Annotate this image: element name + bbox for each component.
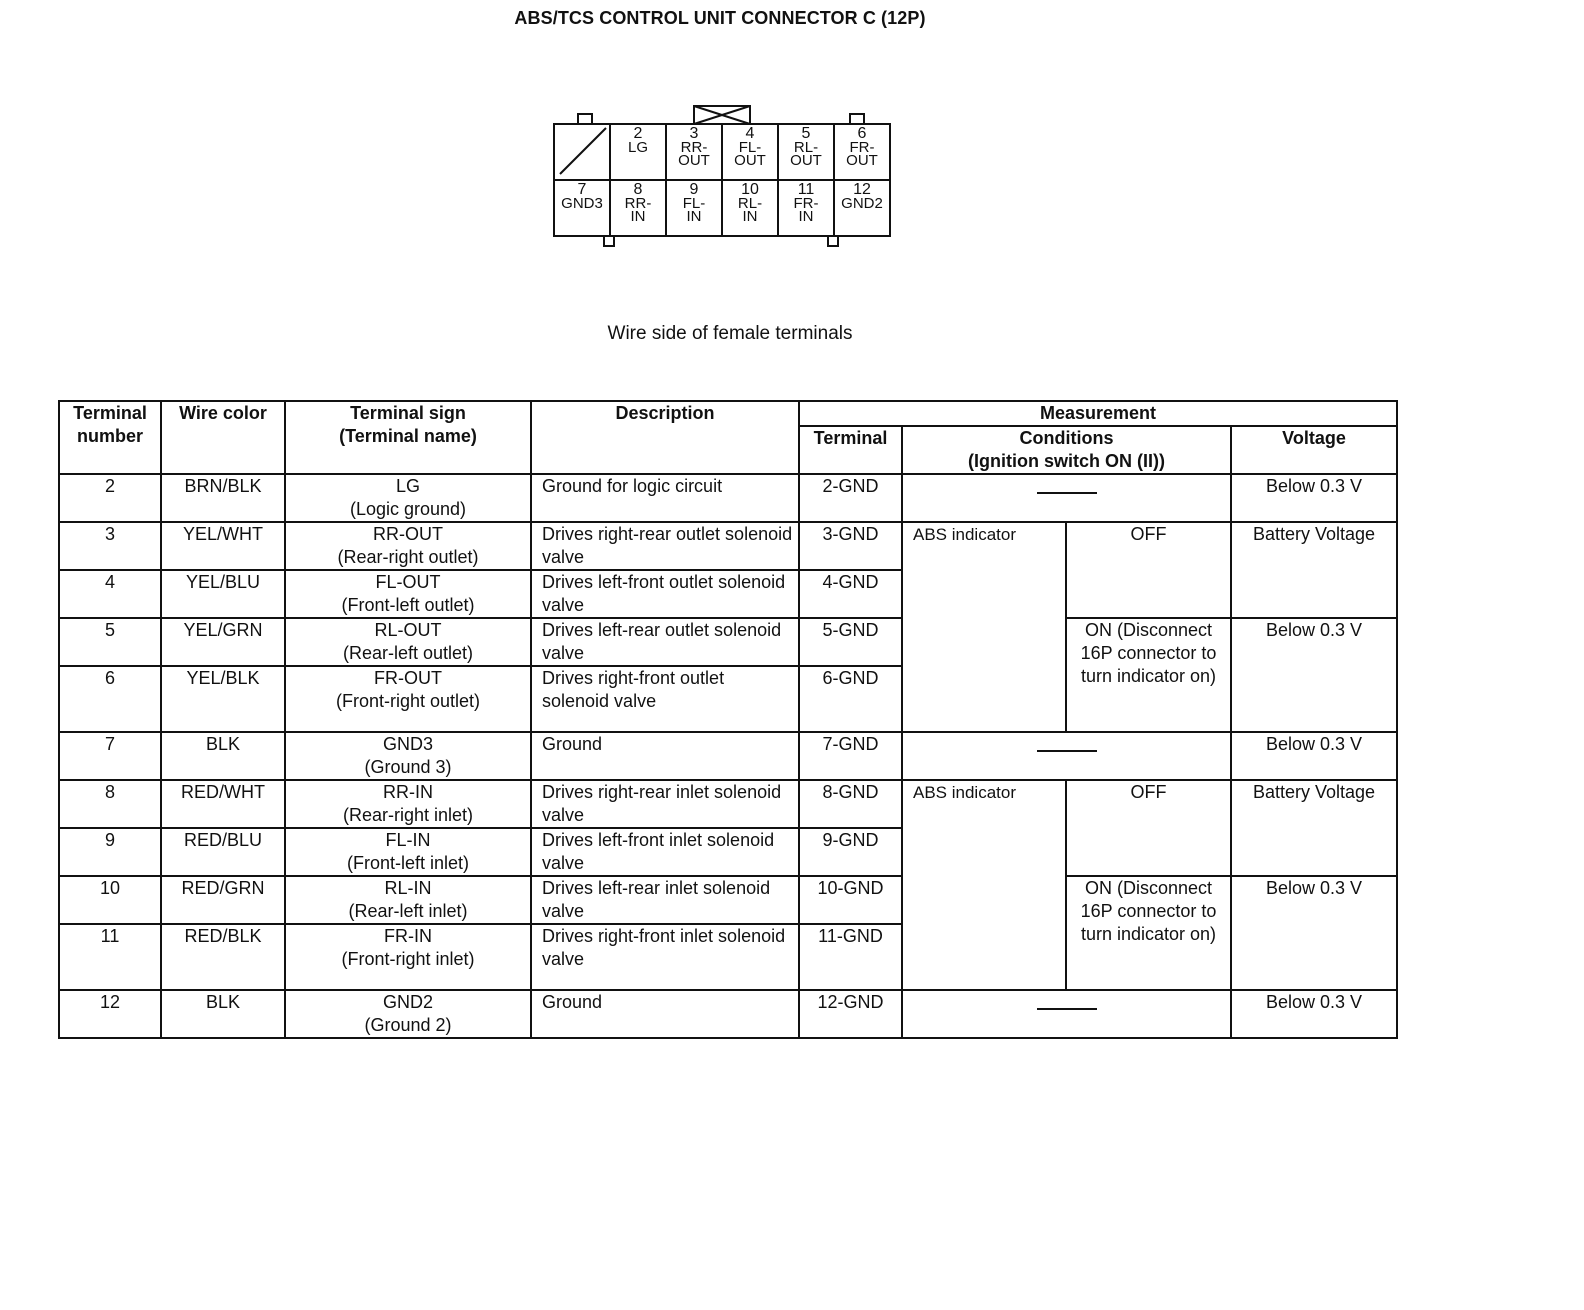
pin-number: 6 (857, 125, 867, 142)
connector-diagram (548, 100, 908, 255)
dash-mark (1037, 1008, 1097, 1010)
pin-number: 3 (689, 125, 699, 142)
description-cell: Drives left-rear inlet solenoid valve (531, 876, 799, 924)
terminal-sign-cell (285, 474, 531, 522)
measurement-terminal-cell: 4-GND (799, 570, 902, 618)
pin-number: 2 (633, 125, 643, 142)
wire-color-cell: RED/WHT (161, 780, 285, 828)
table-row (59, 474, 1397, 522)
pin-sign: FL- IN (682, 195, 706, 225)
pin-sign: RR- IN (624, 195, 652, 225)
dash-mark (1037, 492, 1097, 494)
pin-number: 5 (801, 125, 811, 142)
abs-indicator-cell: ABS indicator (902, 780, 1066, 990)
terminal-sign: RL-OUT (374, 620, 442, 640)
indicator-off-cell: OFF (1066, 780, 1231, 876)
conditions-not-applicable (902, 732, 1231, 780)
measurement-terminal-cell: 2-GND (799, 474, 902, 522)
header-wire-color: Wire color (161, 401, 285, 474)
header-terminal-sign (285, 401, 531, 474)
header-measurement: Measurement (799, 401, 1397, 426)
wire-color-cell: YEL/BLU (161, 570, 285, 618)
terminal-number-cell: 9 (59, 828, 161, 876)
pin-sign: RL- OUT (790, 139, 822, 169)
terminal-sign-cell (285, 828, 531, 876)
measurement-terminal-cell: 12-GND (799, 990, 902, 1038)
terminal-sign-cell (285, 618, 531, 666)
wire-color-cell: YEL/WHT (161, 522, 285, 570)
pin-sign: FR- IN (793, 195, 819, 225)
indicator-on-cell: ON (Disconnect 16P connector to turn indicator on) (1066, 618, 1231, 732)
wire-color-cell: RED/BLK (161, 924, 285, 990)
wire-color-cell: RED/GRN (161, 876, 285, 924)
description-cell: Drives left-front inlet solenoid valve (531, 828, 799, 876)
header-voltage: Voltage (1231, 426, 1397, 474)
pin-sign: GND3 (561, 195, 603, 212)
wire-color-cell: YEL/BLK (161, 666, 285, 732)
indicator-off-cell: OFF (1066, 522, 1231, 618)
connector-pin (666, 124, 722, 180)
terminal-name: (Front-left outlet) (341, 595, 475, 615)
description-cell: Drives left-rear outlet solenoid valve (531, 618, 799, 666)
description-cell: Drives right-rear inlet solenoid valve (531, 780, 799, 828)
pin-number: 4 (745, 125, 755, 142)
terminal-name: (Ground 2) (364, 1015, 452, 1035)
pin-sign: RR- OUT (678, 139, 710, 169)
measurement-terminal-cell: 7-GND (799, 732, 902, 780)
pin-number: 7 (577, 181, 587, 198)
description-cell: Drives right-rear outlet solenoid valve (531, 522, 799, 570)
description-cell: Ground (531, 990, 799, 1038)
voltage-cell: Below 0.3 V (1231, 876, 1397, 990)
connector-pin (834, 180, 890, 236)
wire-color-cell: RED/BLU (161, 828, 285, 876)
terminal-sign: GND3 (382, 734, 433, 754)
terminal-number-cell: 3 (59, 522, 161, 570)
indicator-on-cell: ON (Disconnect 16P connector to turn indicator on) (1066, 876, 1231, 990)
connector-caption: Wire side of female terminals (607, 323, 853, 344)
header-description: Description (531, 401, 799, 474)
terminal-sign-cell (285, 990, 531, 1038)
voltage-cell: Below 0.3 V (1231, 618, 1397, 732)
header-terminal-name-label: (Terminal name) (339, 426, 477, 446)
connector-pin (610, 180, 666, 236)
measurement-terminal-cell: 8-GND (799, 780, 902, 828)
terminal-number-cell: 6 (59, 666, 161, 732)
terminal-sign: RR-IN (383, 782, 433, 802)
conditions-not-applicable (902, 990, 1231, 1038)
table-row (59, 618, 1397, 666)
battery-voltage-cell: Battery Voltage (1231, 522, 1397, 618)
measurement-terminal-cell: 9-GND (799, 828, 902, 876)
terminal-name: (Rear-right inlet) (342, 805, 474, 825)
connector-pin (722, 124, 778, 180)
pin-number: 12 (853, 181, 871, 198)
measurement-terminal-cell: 10-GND (799, 876, 902, 924)
wire-color-cell: YEL/GRN (161, 618, 285, 666)
measurement-terminal-cell: 3-GND (799, 522, 902, 570)
pin-number: 11 (797, 181, 815, 198)
connector-pin (778, 124, 834, 180)
terminal-name: (Logic ground) (349, 499, 467, 519)
voltage-cell: Below 0.3 V (1231, 732, 1397, 780)
connector-pin (666, 180, 722, 236)
pin-number: 10 (741, 181, 759, 198)
terminal-sign-cell (285, 732, 531, 780)
abs-indicator-cell: ABS indicator (902, 522, 1066, 732)
conditions-not-applicable (902, 474, 1231, 522)
voltage-cell: Below 0.3 V (1231, 990, 1397, 1038)
header-row (59, 401, 1397, 426)
wire-color-cell: BLK (161, 990, 285, 1038)
terminal-name: (Front-right outlet) (335, 691, 481, 711)
connector-pin (554, 180, 610, 236)
terminal-sign-cell (285, 666, 531, 732)
terminal-sign: RL-IN (384, 878, 432, 898)
terminal-name: (Ground 3) (364, 757, 452, 777)
terminal-sign: RR-OUT (373, 524, 443, 544)
pin-sign: RL- IN (737, 195, 763, 225)
wire-color-cell: BRN/BLK (161, 474, 285, 522)
description-cell: Drives right-front outlet solenoid valve (531, 666, 799, 732)
terminal-sign: FR-OUT (374, 668, 442, 688)
description-cell: Ground for logic circuit (531, 474, 799, 522)
page-title: ABS/TCS CONTROL UNIT CONNECTOR C (12P) (514, 8, 926, 28)
terminal-sign-cell (285, 924, 531, 990)
header-terminal-number: Terminal number (59, 401, 161, 474)
terminal-sign-cell (285, 570, 531, 618)
measurement-terminal-cell: 5-GND (799, 618, 902, 666)
terminal-number-cell: 12 (59, 990, 161, 1038)
table-row (59, 990, 1397, 1038)
terminal-name: (Rear-left inlet) (348, 901, 468, 921)
terminal-table (58, 400, 1398, 1039)
measurement-terminal-cell: 6-GND (799, 666, 902, 732)
terminal-name: (Rear-left outlet) (342, 643, 474, 663)
wire-color-cell: BLK (161, 732, 285, 780)
connector-pin (610, 124, 666, 180)
terminal-sign-cell (285, 780, 531, 828)
dash-mark (1037, 750, 1097, 752)
terminal-number-cell: 5 (59, 618, 161, 666)
terminal-number-cell: 10 (59, 876, 161, 924)
table-row (59, 876, 1397, 924)
battery-voltage-cell: Battery Voltage (1231, 780, 1397, 876)
terminal-number-cell: 11 (59, 924, 161, 990)
pin-sign: FL- OUT (734, 139, 766, 169)
description-cell: Drives right-front inlet solenoid valve (531, 924, 799, 990)
pin-number: 9 (689, 181, 699, 198)
header-terminal: Terminal (799, 426, 902, 474)
terminal-number-cell: 2 (59, 474, 161, 522)
terminal-sign: FL-OUT (375, 572, 441, 592)
terminal-name: (Front-left inlet) (346, 853, 470, 873)
voltage-cell: Below 0.3 V (1231, 474, 1397, 522)
terminal-sign-cell (285, 876, 531, 924)
connector-pin (722, 180, 778, 236)
pin-sign: LG (627, 139, 648, 156)
terminal-sign-cell (285, 522, 531, 570)
connector-pin (834, 124, 890, 180)
header-conditions-sub: (Ignition switch ON (II)) (968, 451, 1165, 471)
connector-pin (778, 180, 834, 236)
pin-sign: GND2 (841, 195, 883, 212)
pin-sign: FR- OUT (846, 139, 878, 169)
terminal-number-cell: 4 (59, 570, 161, 618)
description-cell: Ground (531, 732, 799, 780)
terminal-sign: FL-IN (385, 830, 431, 850)
terminal-name: (Rear-right outlet) (337, 547, 479, 567)
header-terminal-sign-label: Terminal sign (350, 403, 466, 423)
pin-number: 8 (633, 181, 643, 198)
header-conditions (902, 426, 1231, 474)
terminal-sign: FR-IN (384, 926, 432, 946)
table-row (59, 522, 1397, 570)
description-cell: Drives left-front outlet solenoid valve (531, 570, 799, 618)
header-conditions-label: Conditions (1019, 428, 1114, 448)
terminal-sign: LG (395, 476, 420, 496)
measurement-terminal-cell: 11-GND (799, 924, 902, 990)
table-row (59, 732, 1397, 780)
table-row (59, 780, 1397, 828)
terminal-name: (Front-right inlet) (341, 949, 475, 969)
terminal-number-cell: 8 (59, 780, 161, 828)
terminal-sign: GND2 (382, 992, 433, 1012)
terminal-number-cell: 7 (59, 732, 161, 780)
